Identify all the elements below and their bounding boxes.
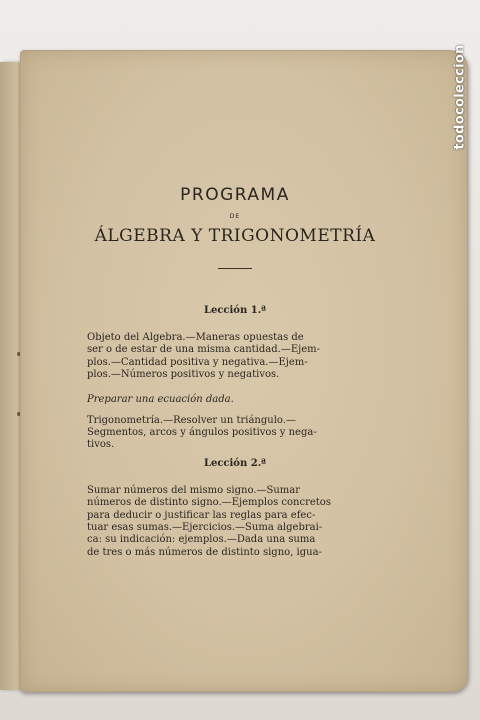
page-content — [87, 185, 383, 559]
title-divider — [218, 268, 252, 269]
document-title: PROGRAMA — [180, 185, 290, 205]
text-line: Objeto del Algebra.—Maneras opuestas de — [87, 332, 304, 343]
text-line: ca: su indicación: ejemplos.—Dada una suma — [87, 534, 316, 546]
lesson-heading: Lección 2.ª — [203, 457, 267, 469]
text-line: Segmentos, arcos y ángulos positivos y nega- — [87, 427, 317, 439]
text-line: tuar esas sumas.—Ejercicios.—Suma algebrai- — [87, 522, 323, 534]
watermark — [450, 12, 470, 182]
title-connector: DE — [229, 213, 241, 220]
lesson-paragraph — [87, 415, 383, 452]
watermark-text: todocoleccion — [452, 44, 468, 150]
text-line: Trigonometría.—Resolver un triángulo.— — [87, 414, 296, 426]
booklet-page — [20, 50, 468, 692]
lesson-italic-line: Preparar una ecuación dada. — [87, 393, 234, 405]
text-line: tivos. — [87, 439, 115, 451]
lesson-paragraph — [87, 332, 383, 382]
lesson-paragraph — [87, 485, 383, 559]
text-line: Sumar números del mismo signo.—Sumar — [87, 484, 300, 496]
text-line: para deducir o justificar las reglas para efec- — [87, 509, 316, 521]
text-line: números de distinto signo.—Ejemplos concretos — [87, 497, 331, 509]
lesson-heading: Lección 1.ª — [203, 305, 267, 316]
text-line: ser o de estar de una misma cantidad.—Ejem- — [87, 344, 320, 356]
text-line: de tres o más números de distinto signo, igua- — [87, 546, 322, 558]
text-line: plos.—Cantidad positiva y negativa.—Ejem- — [87, 356, 308, 368]
document-subtitle: ÁLGEBRA Y TRIGONOMETRÍA — [94, 226, 376, 246]
text-line: plos.—Números positivos y negativos. — [87, 369, 280, 381]
